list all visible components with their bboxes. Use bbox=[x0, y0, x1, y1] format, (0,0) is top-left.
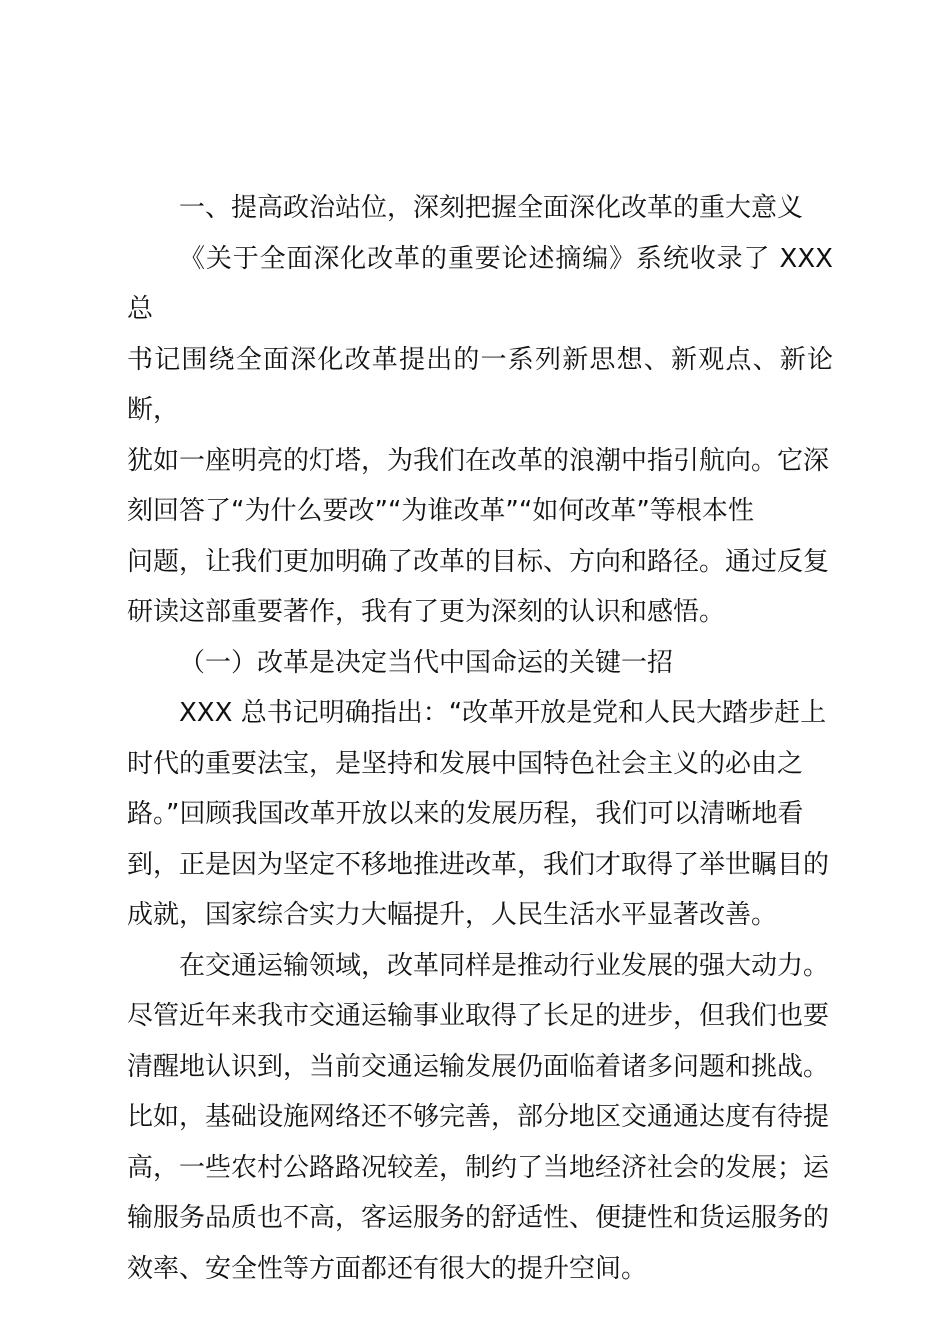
section-heading: 一、提高政治站位，深刻把握全面深化改革的重大意义 bbox=[179, 193, 804, 223]
paragraph-transport: 在交通运输领域，改革同样是推动行业发展的强大动力。 尽管近年来我市交通运输事业取得了长足的进步，但我们也要 清醒地认识到，当前交通运输发展仍面临着诸多问题和挑战。 比如，基础设施网络还不够完善，部分地区交通通达度有待提 高，一些农村公路路况较差，制约了当地经济社会的发展；运 输服务品质也不高，客运服务的舒适性、便捷性和货运服务的 效率、安全性等方面都还有很大的提升空间。 bbox=[127, 950, 830, 1284]
paragraph-intro: 《关于全面深化改革的重要论述摘编》系统收录了 XXX 总 书记围绕全面深化改革提出的一系列新思想、新观点、新论断， 犹如一座明亮的灯塔，为我们在改革的浪潮中指引航向。它深 刻回答了“为什么要改”“为谁改革”“如何改革”等根本性 问题，让我们更加明确了改革的目标、方向和路径。通过反复 研读这部重要著作，我有了更为深刻的认识和感悟。 bbox=[127, 243, 833, 627]
document-body bbox=[127, 183, 833, 1294]
paragraph-quote: XXX 总书记明确指出：“改革开放是党和人民大踏步赶上 时代的重要法宝，是坚持和发展中国特色社会主义的必由之 路。”回顾我国改革开放以来的发展历程，我们可以清晰地看 到，正是因为坚定不移地推进改革，我们才取得了举世瞩目的 成就，国家综合实力大幅提升，人民生活水平显著改善。 bbox=[127, 698, 830, 930]
subsection-heading: （一）改革是决定当代中国命运的关键一招 bbox=[179, 647, 674, 678]
